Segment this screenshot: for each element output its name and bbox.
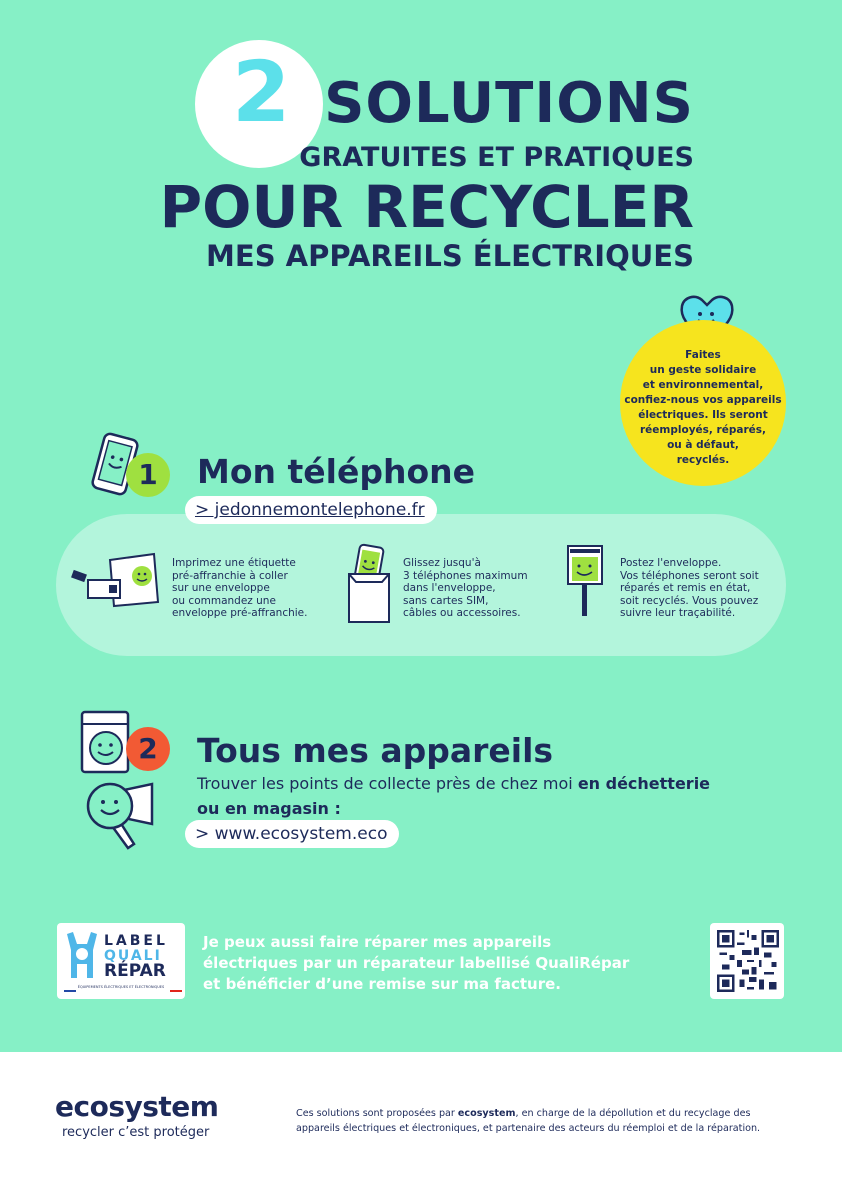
step-number-2-badge: 2 <box>126 727 170 771</box>
title-number: 2 <box>232 43 291 141</box>
label-word-quali: QUALI <box>104 948 162 964</box>
solidarity-bubble-text: Faites un geste solidaire et environnemental, confiez-nous vos appareils électriques. Ils seront réemployés, réparés, ou à défaut, recyclés. <box>624 349 782 466</box>
title-line-4: MES APPAREILS ÉLECTRIQUES <box>206 239 694 273</box>
label-word-label: LABEL <box>104 933 168 949</box>
step-3-text: Postez l'enveloppe. Vos téléphones seront soit réparés et remis en état, soit recyclés. Vous pouvez suivre leur traçabilité. <box>620 557 759 619</box>
section-appliances-title: Tous mes appareils <box>197 731 554 770</box>
washing-machine-face-icon <box>80 710 130 774</box>
repairer-figure-icon <box>63 930 101 980</box>
repair-info-text: Je peux aussi faire réparer mes appareils électriques par un réparateur labellisé QualiRépar et bénéficier d’une remise sur ma facture. <box>203 933 630 993</box>
hair-dryer-face-icon <box>84 780 156 852</box>
title-line-2: GRATUITES ET PRATIQUES <box>299 142 694 173</box>
collection-points-text: Trouver les points de collecte près de chez moi en déchetterie ou en magasin : <box>197 774 711 818</box>
envelope-label-icon <box>70 552 162 608</box>
phone-in-envelope-icon <box>344 542 394 626</box>
step-1-text: Imprimez une étiquette pré-affranchie à coller sur une enveloppe ou commandez une enveloppe pré-affranchie. <box>172 557 308 619</box>
flag-blue-stripe <box>64 990 76 992</box>
ecosystem-logo: ecosystem <box>55 1090 219 1123</box>
label-subtitle: ÉQUIPEMENTS ÉLECTRIQUES ET ÉLECTRONIQUES <box>77 985 165 989</box>
title-line-1: SOLUTIONS <box>324 71 694 136</box>
qr-code-pattern <box>717 930 779 992</box>
step-number-1-badge: 1 <box>126 453 170 497</box>
title-line-3: POUR RECYCLER <box>159 173 694 241</box>
step-2-text: Glissez jusqu'à 3 téléphones maximum dans l'enveloppe, sans cartes SIM, câbles ou accessoires. <box>403 557 528 619</box>
section-phone-title: Mon téléphone <box>197 452 476 491</box>
footer-disclaimer: Ces solutions sont proposées par ecosystem, en charge de la dépollution et du recyclage des appareils électriques et électroniques, et partenaire des acteurs du réemploi et de la réparation. <box>296 1108 761 1134</box>
ecosystem-tagline: recycler c’est protéger <box>62 1125 210 1140</box>
phone-donation-link[interactable]: > jedonnemontelephone.fr <box>185 496 437 524</box>
flag-red-stripe <box>170 990 182 992</box>
ecosystem-website-link[interactable]: > www.ecosystem.eco <box>185 820 399 848</box>
label-word-repar: RÉPAR <box>104 961 166 981</box>
mailbox-icon <box>564 544 606 618</box>
